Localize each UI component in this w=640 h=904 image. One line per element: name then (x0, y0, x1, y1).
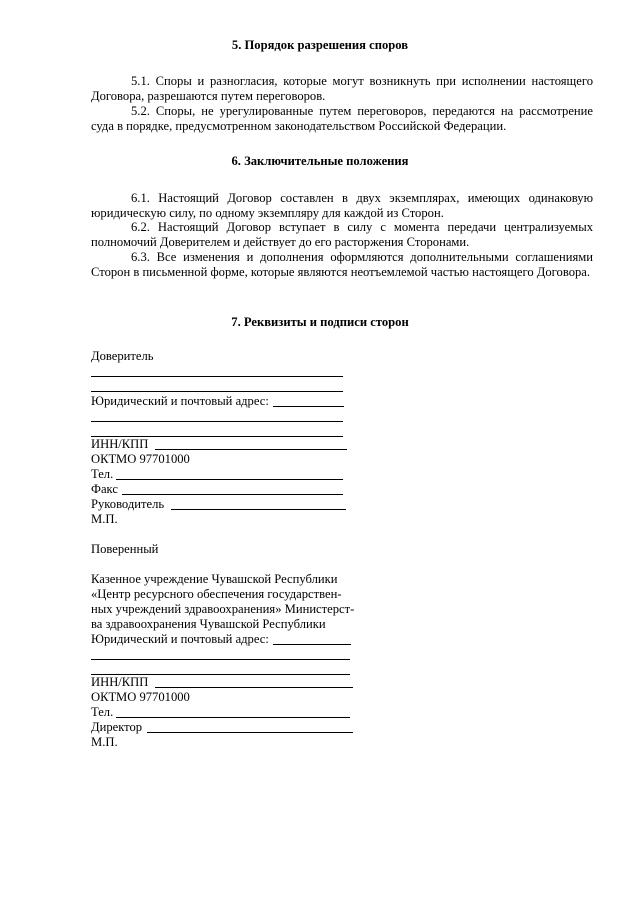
section-6-paragraph-1: 6.1. Настоящий Договор составлен в двух экземплярах, имеющих одинаковую юридическую силу, по одному экземпляру для каждой из Сторон. (91, 191, 593, 220)
section-5-paragraph-2: 5.2. Споры, не урегулированные путем переговоров, передаются на рассмотрение суда в порядке, предусмотренном законодательством Российской Федерации. (91, 104, 593, 133)
attorney-phone-label: Тел. (91, 705, 114, 719)
attorney-blank-line-1 (91, 659, 350, 660)
attorney-address-label: Юридический и почтовый адрес: (91, 632, 269, 646)
principal-oktmo: ОКТМО 97701000 (91, 452, 190, 466)
principal-address-label: Юридический и почтовый адрес: (91, 394, 269, 408)
attorney-org-line-1: Казенное учреждение Чувашской Республики (91, 572, 338, 586)
principal-seal: М.П. (91, 512, 118, 526)
principal-phone-label: Тел. (91, 467, 114, 481)
section-5-paragraph-1: 5.1. Споры и разногласия, которые могут возникнуть при исполнении настоящего Договора, разрешаются путем переговоров. (91, 74, 593, 103)
principal-head-fill (171, 509, 346, 510)
principal-inn-kpp-fill (155, 449, 347, 450)
attorney-org-line-4: ва здравоохранения Чувашской Республики (91, 617, 326, 631)
attorney-org-line-2: «Центр ресурсного обеспечения государствен- (91, 587, 342, 601)
attorney-seal: М.П. (91, 735, 118, 749)
principal-blank-line-2 (91, 391, 343, 392)
principal-blank-line-1 (91, 376, 343, 377)
section-5-title: 5. Порядок разрешения споров (231, 38, 409, 52)
attorney-director-label: Директор (91, 720, 143, 734)
section-6-title: 6. Заключительные положения (231, 154, 409, 168)
attorney-address-fill (273, 644, 351, 645)
attorney-org-line-3: ных учреждений здравоохранения» Министерст- (91, 602, 355, 616)
principal-head-label: Руководитель (91, 497, 165, 511)
section-6-paragraph-3: 6.3. Все изменения и дополнения оформляются дополнительными соглашениями Сторон в письменной форме, которые являются неотъемлемой частью настоящего Договора. (91, 250, 593, 279)
attorney-phone-fill (116, 717, 350, 718)
section-7-title: 7. Реквизиты и подписи сторон (231, 315, 409, 329)
section-6-paragraph-2: 6.2. Настоящий Договор вступает в силу с момента передачи централизуемых полномочий Доверителем и действует до его расторжения Сторонами. (91, 220, 593, 249)
principal-fax-fill (122, 494, 343, 495)
attorney-label: Поверенный (91, 542, 159, 556)
attorney-inn-kpp-fill (155, 687, 353, 688)
attorney-director-fill (147, 732, 353, 733)
attorney-oktmo: ОКТМО 97701000 (91, 690, 190, 704)
principal-fax-label: Факс (91, 482, 118, 496)
principal-phone-fill (116, 479, 343, 480)
principal-address-fill (273, 406, 344, 407)
principal-inn-kpp-label: ИНН/КПП (91, 437, 149, 451)
principal-label: Доверитель (91, 349, 154, 363)
principal-blank-line-3 (91, 421, 343, 422)
attorney-inn-kpp-label: ИНН/КПП (91, 675, 149, 689)
